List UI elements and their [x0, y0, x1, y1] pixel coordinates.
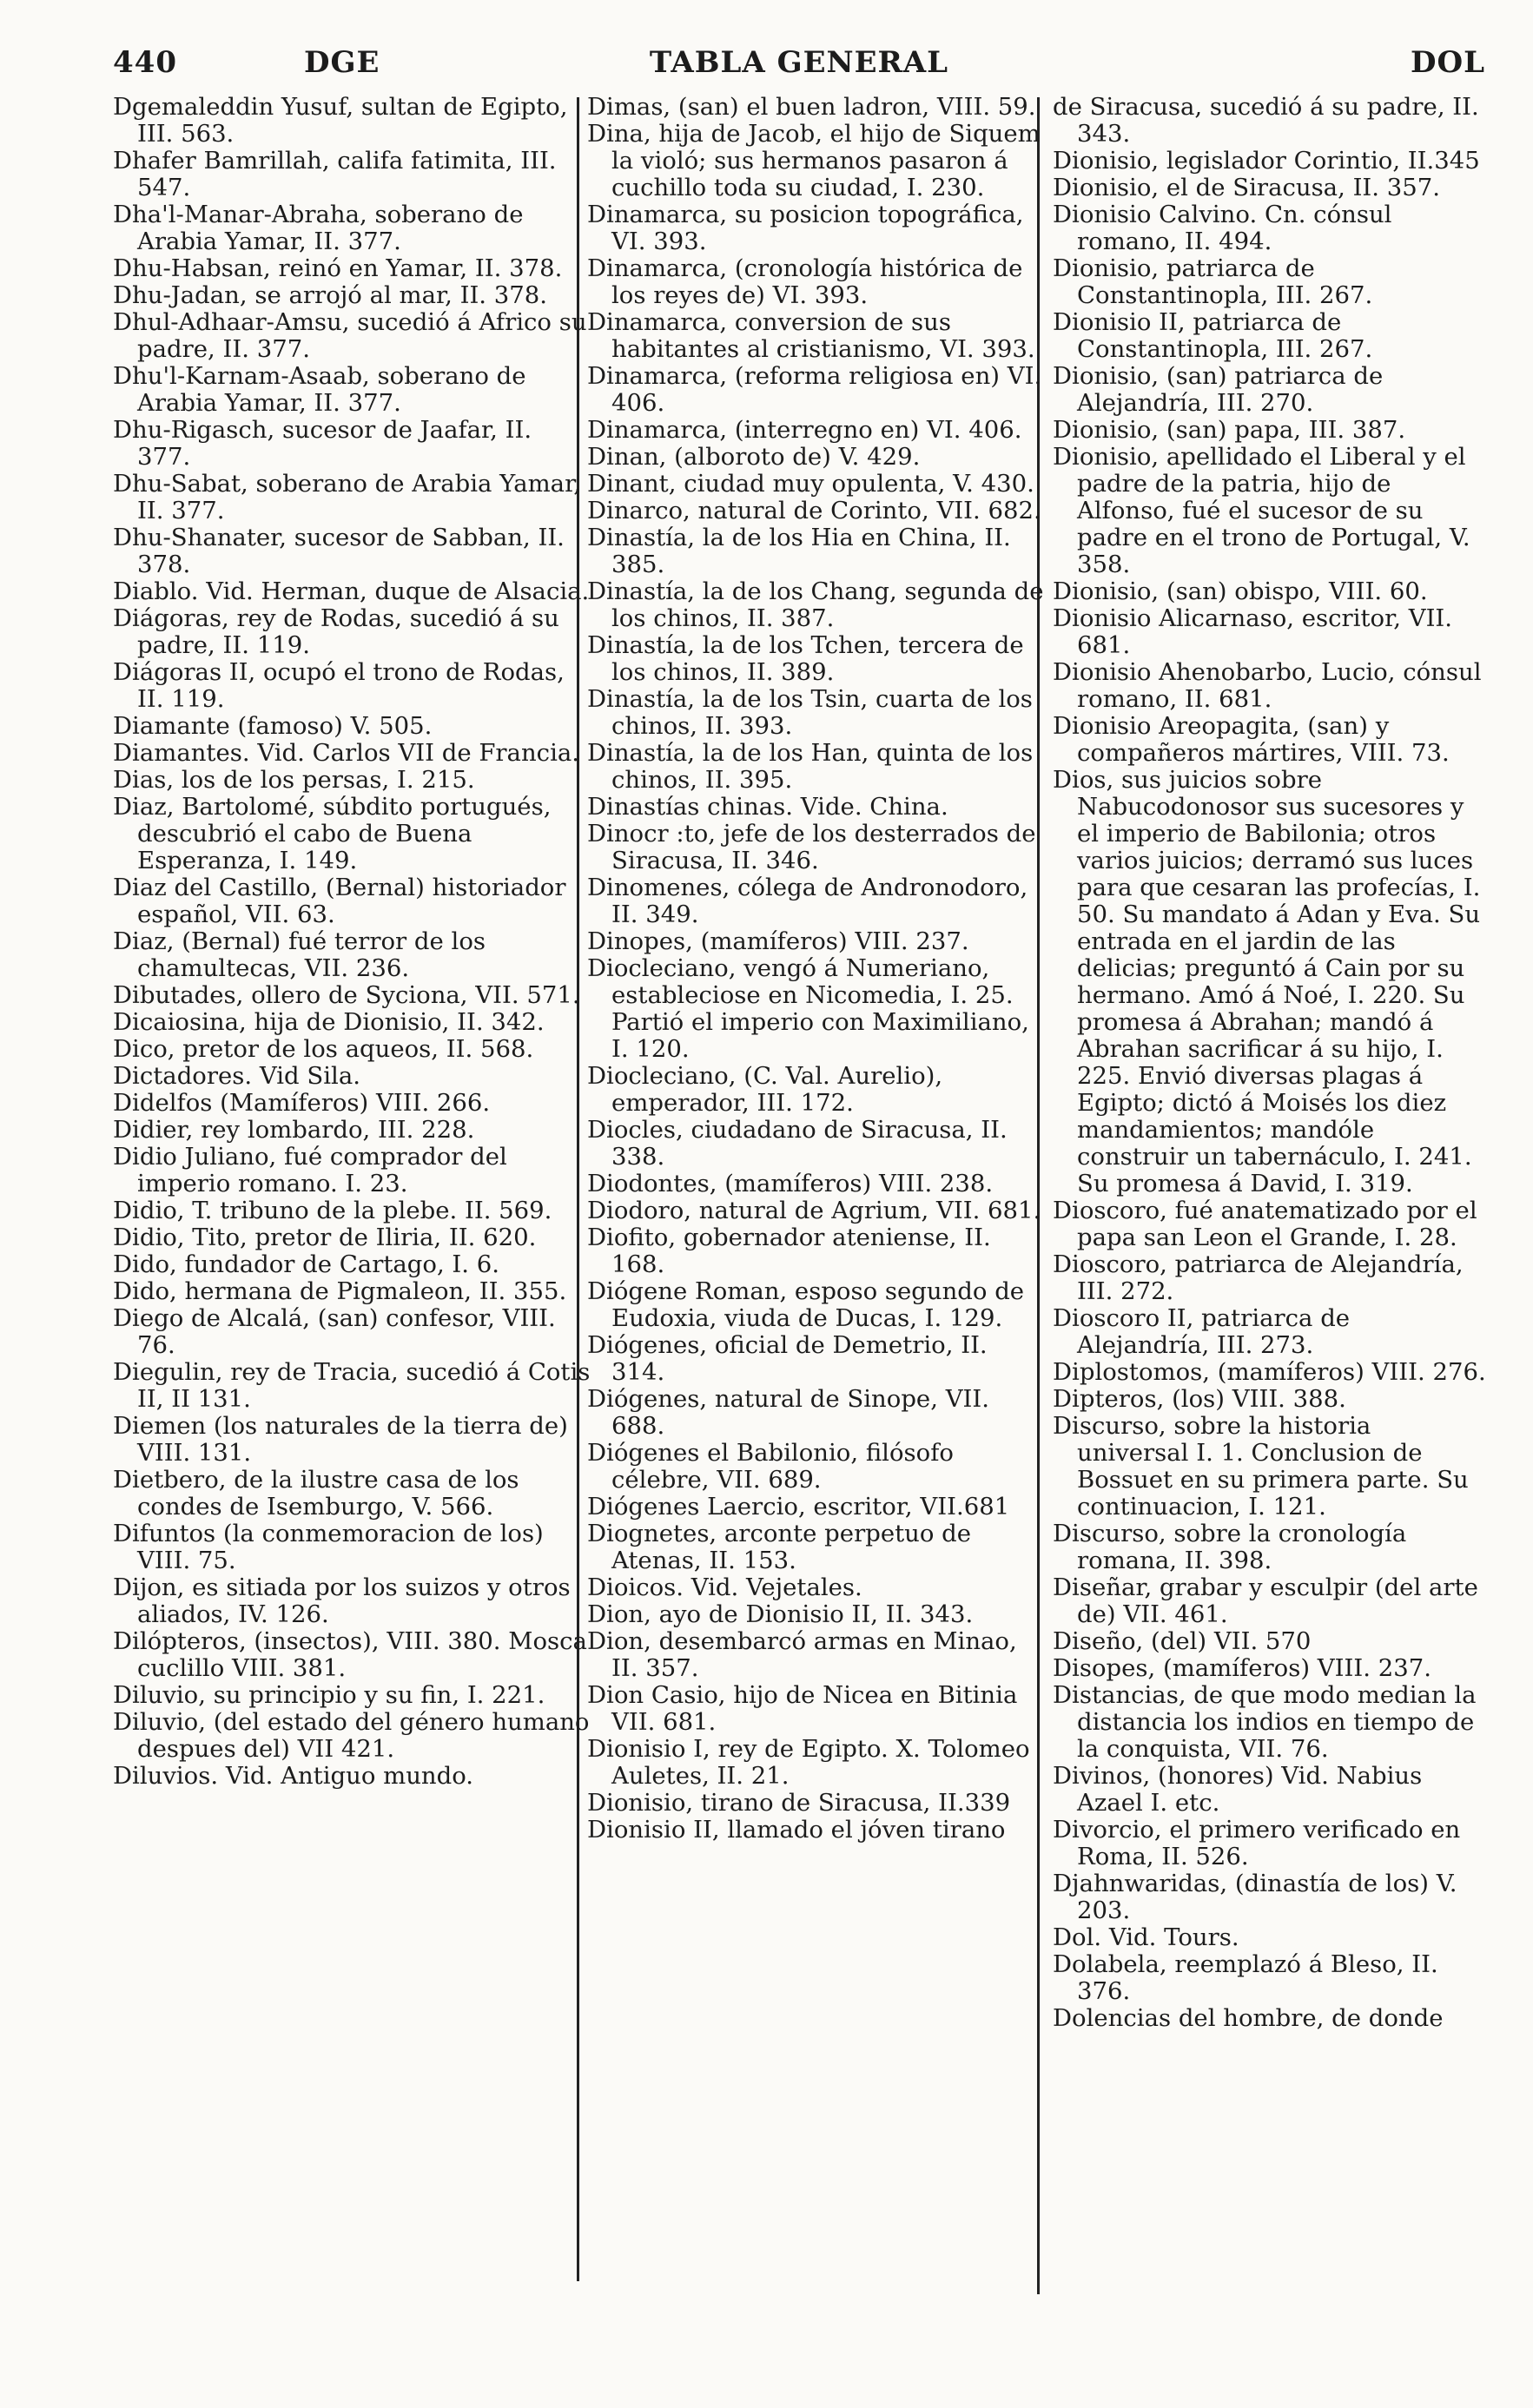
index-entry: Diemen (los naturales de la tierra de) VIII. 131.: [113, 1412, 568, 1467]
index-entry: Dinastía, la de los Han, quinta de los chinos, II. 395.: [587, 739, 1034, 794]
index-entry: Diamantes. Vid. Carlos VII de Francia.: [113, 739, 580, 767]
index-entry: Dionisio, (san) obispo, VIII. 60.: [1053, 577, 1428, 605]
index-entry: Diluvio, su principio y su fin, I. 221.: [113, 1681, 545, 1709]
index-entry: Diaz, Bartolomé, súbdito portugués, descubrió el cabo de Buena Esperanza, I. 149.: [113, 793, 552, 874]
index-entry: Diaz del Castillo, (Bernal) historiador español, VII. 63.: [113, 874, 566, 928]
index-entry: Dhul-Adhaar-Amsu, sucedió á Africo su padre, II. 377.: [113, 308, 587, 363]
index-entry: Dinamarca, (interregno en) VI. 406.: [587, 416, 1022, 444]
index-entry: Dionisio I, rey de Egipto. X. Tolomeo Auletes, II. 21.: [587, 1735, 1030, 1790]
index-entry: Dinamarca, conversion de sus habitantes al cristianismo, VI. 393.: [587, 308, 1035, 363]
index-entry: Diocleciano, (C. Val. Aurelio), emperador, III. 172.: [587, 1062, 943, 1117]
index-entry: Dinocr :to, jefe de los desterrados de Siracusa, II. 346.: [587, 820, 1036, 874]
page-header: [113, 45, 1485, 94]
index-entry: Dionisio, (san) patriarca de Alejandría, III. 270.: [1053, 362, 1384, 417]
index-entry: Difuntos (la conmemoracion de los) VIII. 75.: [113, 1520, 544, 1574]
index-entry: Diplostomos, (mamíferos) VIII. 276.: [1053, 1358, 1486, 1386]
index-entry: Didio, Tito, pretor de Iliria, II. 620.: [113, 1224, 537, 1251]
index-entry: Didio, T. tribuno de la plebe. II. 569.: [113, 1197, 552, 1224]
index-entry: Dido, hermana de Pigmaleon, II. 355.: [113, 1277, 567, 1305]
index-entry: Diseño, (del) VII. 570: [1053, 1627, 1312, 1655]
index-entry: Dina, hija de Jacob, el hijo de Siquem la violó; sus hermanos pasaron á cuchillo toda su ciudad, I. 230.: [587, 120, 1041, 201]
index-entry: Divinos, (honores) Vid. Nabius Azael I. etc.: [1053, 1762, 1423, 1817]
index-entry: Diablo. Vid. Herman, duque de Alsacia.: [113, 577, 590, 605]
index-entry: Dionisio, el de Siracusa, II. 357.: [1053, 174, 1441, 201]
index-entry: Dionisio Alicarnaso, escritor, VII. 681.: [1053, 604, 1453, 659]
index-entry: Dijon, es sitiada por los suizos y otros aliados, IV. 126.: [113, 1573, 571, 1628]
index-entry: Dinastía, la de los Tsin, cuarta de los chinos, II. 393.: [587, 685, 1033, 740]
index-entry: Dioscoro II, patriarca de Alejandría, III. 273.: [1053, 1304, 1351, 1359]
index-entry: Diego de Alcalá, (san) confesor, VIII. 76.: [113, 1304, 556, 1359]
index-entry: Djahnwaridas, (dinastía de los) V. 203.: [1053, 1870, 1457, 1924]
index-entry: Dios, sus juicios sobre Nabucodonosor sus sucesores y el imperio de Babilonia; otros varios juicios; derramó sus luces para que cesaran las profecías, I. 50. Su mandato á Adan y Eva. Su entrada en el jardin de las delicias; preguntó á Cain por su hermano. Amó á Noé, I. 220. Su promesa á Abrahan; mandó á Abrahan sacrificar á su hijo, I. 225. Envió diversas plagas á Egipto; dictó á Moisés los diez mandamientos; mandóle construir un tabernáculo, I. 241. Su promesa á David, I. 319.: [1053, 766, 1481, 1197]
index-entry: Dhu-Jadan, se arrojó al mar, II. 378.: [113, 281, 548, 309]
index-entry: Divorcio, el primero verificado en Roma, II. 526.: [1053, 1816, 1461, 1870]
index-entry: Diseñar, grabar y esculpir (del arte de) VII. 461.: [1053, 1573, 1478, 1628]
index-entry: Dinastía, la de los Chang, segunda de los chinos, II. 387.: [587, 577, 1044, 632]
index-entry: Dico, pretor de los aqueos, II. 568.: [113, 1035, 534, 1063]
index-entry: Diágoras, rey de Rodas, sucedió á su padre, II. 119.: [113, 604, 559, 659]
index-entry: Dion Casio, hijo de Nicea en Bitinia VII. 681.: [587, 1681, 1018, 1736]
index-column-1: [113, 94, 592, 2352]
index-entry: Dhu-Rigasch, sucesor de Jaafar, II. 377.: [113, 416, 532, 471]
index-entry: Diofito, gobernador ateniense, II. 168.: [587, 1224, 991, 1278]
right-guide-word: DOL: [1410, 45, 1485, 80]
index-entry: Dinarco, natural de Corinto, VII. 682.: [587, 497, 1041, 524]
index-entry: Diógenes, oficial de Demetrio, II. 314.: [587, 1331, 988, 1386]
index-entry: Dimas, (san) el buen ladron, VIII. 59.: [587, 93, 1036, 121]
index-entry: Dinastía, la de los Hia en China, II. 385.: [587, 524, 1011, 578]
index-entry: Dion, desembarcó armas en Minao, II. 357.: [587, 1627, 1017, 1682]
index-entry: Diamante (famoso) V. 505.: [113, 712, 433, 740]
index-entry: Didio Juliano, fué comprador del imperio romano. I. 23.: [113, 1143, 507, 1197]
index-entry: Diognetes, arconte perpetuo de Atenas, II. 153.: [587, 1520, 972, 1574]
index-entry: Diágoras II, ocupó el trono de Rodas, II. 119.: [113, 658, 565, 713]
index-entry: Diluvio, (del estado del género humano despues del) VII 421.: [113, 1708, 590, 1763]
index-entry: Dinant, ciudad muy opulenta, V. 430.: [587, 470, 1034, 498]
index-entry: Dionisio, tirano de Siracusa, II.339: [587, 1789, 1011, 1817]
index-entry: Dioicos. Vid. Vejetales.: [587, 1573, 862, 1601]
index-entry: Dionisio Areopagita, (san) y compañeros mártires, VIII. 73.: [1053, 712, 1450, 767]
index-entry: Dionisio, apellidado el Liberal y el padre de la patria, hijo de Alfonso, fué el sucesor de su padre en el trono de Portugal, V. 358.: [1053, 443, 1470, 578]
index-entry: Diaz, (Bernal) fué terror de los chamultecas, VII. 236.: [113, 927, 486, 982]
index-entry: Diegulin, rey de Tracia, sucedió á Cotis II, II 131.: [113, 1358, 591, 1413]
index-entry: Dioscoro, patriarca de Alejandría, III. 272.: [1053, 1250, 1464, 1305]
index-entry: Dhu'l-Karnam-Asaab, soberano de Arabia Yamar, II. 377.: [113, 362, 526, 417]
index-entry: Distancias, de que modo median la distancia los indios en tiempo de la conquista, VII. 76.: [1053, 1681, 1477, 1763]
index-entry: Diógenes, natural de Sinope, VII. 688.: [587, 1385, 990, 1440]
index-column-3: [1053, 94, 1489, 2352]
index-entry: Dietbero, de la ilustre casa de los condes de Isemburgo, V. 566.: [113, 1466, 519, 1521]
page-number: 440: [113, 45, 177, 80]
index-column-2: [587, 94, 1047, 2352]
index-entry: Dol. Vid. Tours.: [1053, 1923, 1239, 1951]
index-entry: Diluvios. Vid. Antiguo mundo.: [113, 1762, 474, 1790]
index-entry: Dhu-Habsan, reinó en Yamar, II. 378.: [113, 254, 563, 282]
index-entry: Dgemaleddin Yusuf, sultan de Egipto, III. 563.: [113, 93, 568, 148]
index-entry: Dias, los de los persas, I. 215.: [113, 766, 475, 794]
index-entry: Diodoro, natural de Agrium, VII. 681.: [587, 1197, 1041, 1224]
index-entry: Discurso, sobre la cronología romana, II. 398.: [1053, 1520, 1407, 1574]
index-entry: Dinastía, la de los Tchen, tercera de los chinos, II. 389.: [587, 631, 1024, 686]
index-entry: Dibutades, ollero de Syciona, VII. 571.: [113, 981, 580, 1009]
index-entry: Diodontes, (mamíferos) VIII. 238.: [587, 1170, 994, 1197]
index-entry: Dinomenes, cólega de Andronodoro, II. 349.: [587, 874, 1028, 928]
index-entry: Dinan, (alboroto de) V. 429.: [587, 443, 921, 471]
index-entry: Diocleciano, vengó á Numeriano, estableciose en Nicomedia, I. 25. Partió el imperio con Maximiliano, I. 120.: [587, 954, 1029, 1063]
index-entry: Dionisio II, patriarca de Constantinopla, III. 267.: [1053, 308, 1373, 363]
index-entry: Dionisio, legislador Corintio, II.345: [1053, 147, 1480, 175]
index-entry: Dionisio Ahenobarbo, Lucio, cónsul romano, II. 681.: [1053, 658, 1482, 713]
index-entry: Diógenes el Babilonio, filósofo célebre, VII. 689.: [587, 1439, 954, 1494]
index-entry: de Siracusa, sucedió á su padre, II. 343.: [1053, 93, 1479, 148]
index-entry: Dinastías chinas. Vide. China.: [587, 793, 948, 821]
index-entry: Dhu-Shanater, sucesor de Sabban, II. 378.: [113, 524, 565, 578]
index-entry: Dhu-Sabat, soberano de Arabia Yamar, II. 377.: [113, 470, 581, 524]
index-entry: Dion, ayo de Dionisio II, II. 343.: [587, 1600, 974, 1628]
index-entry: Didier, rey lombardo, III. 228.: [113, 1116, 475, 1144]
index-entry: Dionisio, patriarca de Constantinopla, III. 267.: [1053, 254, 1373, 309]
index-entry: Dha'l-Manar-Abraha, soberano de Arabia Yamar, II. 377.: [113, 201, 524, 255]
left-guide-word: DGE: [304, 45, 380, 80]
index-entry: Dinamarca, su posicion topográfica, VI. 393.: [587, 201, 1024, 255]
index-entry: Dioscoro, fué anatematizado por el papa san Leon el Grande, I. 28.: [1053, 1197, 1477, 1251]
index-entry: Diógene Roman, esposo segundo de Eudoxia, viuda de Ducas, I. 129.: [587, 1277, 1025, 1332]
index-entry: Dionisio Calvino. Cn. cónsul romano, II. 494.: [1053, 201, 1392, 255]
index-entry: Dionisio II, llamado el jóven tirano: [587, 1816, 1006, 1844]
index-entry: Diógenes Laercio, escritor, VII.681: [587, 1493, 1010, 1521]
index-entry: Diocles, ciudadano de Siracusa, II. 338.: [587, 1116, 1008, 1171]
index-entry: Dhafer Bamrillah, califa fatimita, III. 547.: [113, 147, 557, 201]
page-title: TABLA GENERAL: [649, 45, 949, 80]
index-entry: Discurso, sobre la historia universal I. 1. Conclusion de Bossuet en su primera parte. Su continuacion, I. 121.: [1053, 1412, 1469, 1521]
index-entry: Dido, fundador de Cartago, I. 6.: [113, 1250, 500, 1278]
index-entry: Dicaiosina, hija de Dionisio, II. 342.: [113, 1008, 545, 1036]
index-entry: Dictadores. Vid Sila.: [113, 1062, 360, 1090]
index-entry: Didelfos (Mamíferos) VIII. 266.: [113, 1089, 491, 1117]
index-entry: Dinamarca, (cronología histórica de los reyes de) VI. 393.: [587, 254, 1023, 309]
index-entry: Dilópteros, (insectos), VIII. 380. Mosca cuclillo VIII. 381.: [113, 1627, 587, 1682]
index-entry: Dipteros, (los) VIII. 388.: [1053, 1385, 1346, 1413]
index-entry: Dolabela, reemplazó á Bleso, II. 376.: [1053, 1950, 1438, 2005]
index-entry: Dionisio, (san) papa, III. 387.: [1053, 416, 1406, 444]
index-entry: Dinamarca, (reforma religiosa en) VI. 406.: [587, 362, 1042, 417]
index-entry: Disopes, (mamíferos) VIII. 237.: [1053, 1654, 1431, 1682]
index-entry: Dolencias del hombre, de donde: [1053, 2004, 1444, 2032]
index-entry: Dinopes, (mamíferos) VIII. 237.: [587, 927, 969, 955]
